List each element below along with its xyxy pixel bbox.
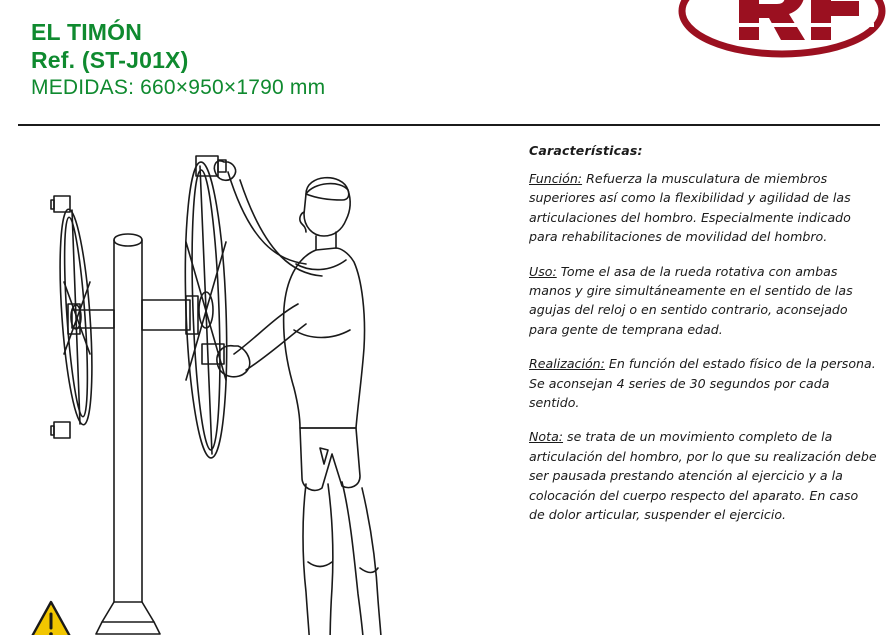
paragraph-uso [529, 262, 877, 340]
warning-triangle-icon [28, 600, 74, 635]
el-timon-exercise-drawing [10, 132, 510, 635]
product-name: EL TIMÓN [31, 19, 143, 45]
paragraph-realizacion [529, 354, 877, 412]
paragraph-lead-funcion: Función: [529, 171, 583, 186]
paragraph-lead-realizacion: Realización: [529, 356, 605, 372]
paragraph-text-funcion: Refuerza la musculatura de miembros superiores así como la flexibilidad y agilidad de las articulaciones del hombro. Especialmente indicado para rehabilitaciones de movilidad del hombro. [529, 171, 851, 245]
product-measures: MEDIDAS: 660×950×1790 mm [31, 76, 326, 99]
paragraph-lead-uso: Uso: [529, 263, 557, 279]
paragraph-text-uso: Tome el asa de la rueda rotativa con ambas manos y gire simultáneamente en el sentido de las agujas del reloj o en sentido contrario, aconsejado para gente de temprana edad. [529, 263, 853, 337]
header-divider [18, 124, 880, 126]
document-header [0, 0, 895, 122]
paragraph-lead-nota: Nota: [529, 429, 564, 445]
paragraph-text-realizacion: En función del estado físico de la persona. Se aconsejan 4 series de 30 segundos por cada sentido. [529, 356, 876, 411]
rf-logo-icon [677, 0, 887, 66]
paragraph-text-nota: se trata de un movimiento completo de la articulación del hombro, por lo que su realización debe ser pausada prestando atención al ejercicio y a la colocación del cuerpo respecto del aparato. En caso de dolor articular, suspender el ejercicio. [529, 429, 877, 523]
characteristics-panel [529, 143, 877, 525]
paragraph-funcion [529, 169, 877, 247]
section-title: Características: [529, 143, 643, 158]
product-reference: Ref. (ST-J01X) [31, 47, 189, 73]
paragraph-nota [529, 427, 877, 524]
title-block [31, 18, 325, 102]
